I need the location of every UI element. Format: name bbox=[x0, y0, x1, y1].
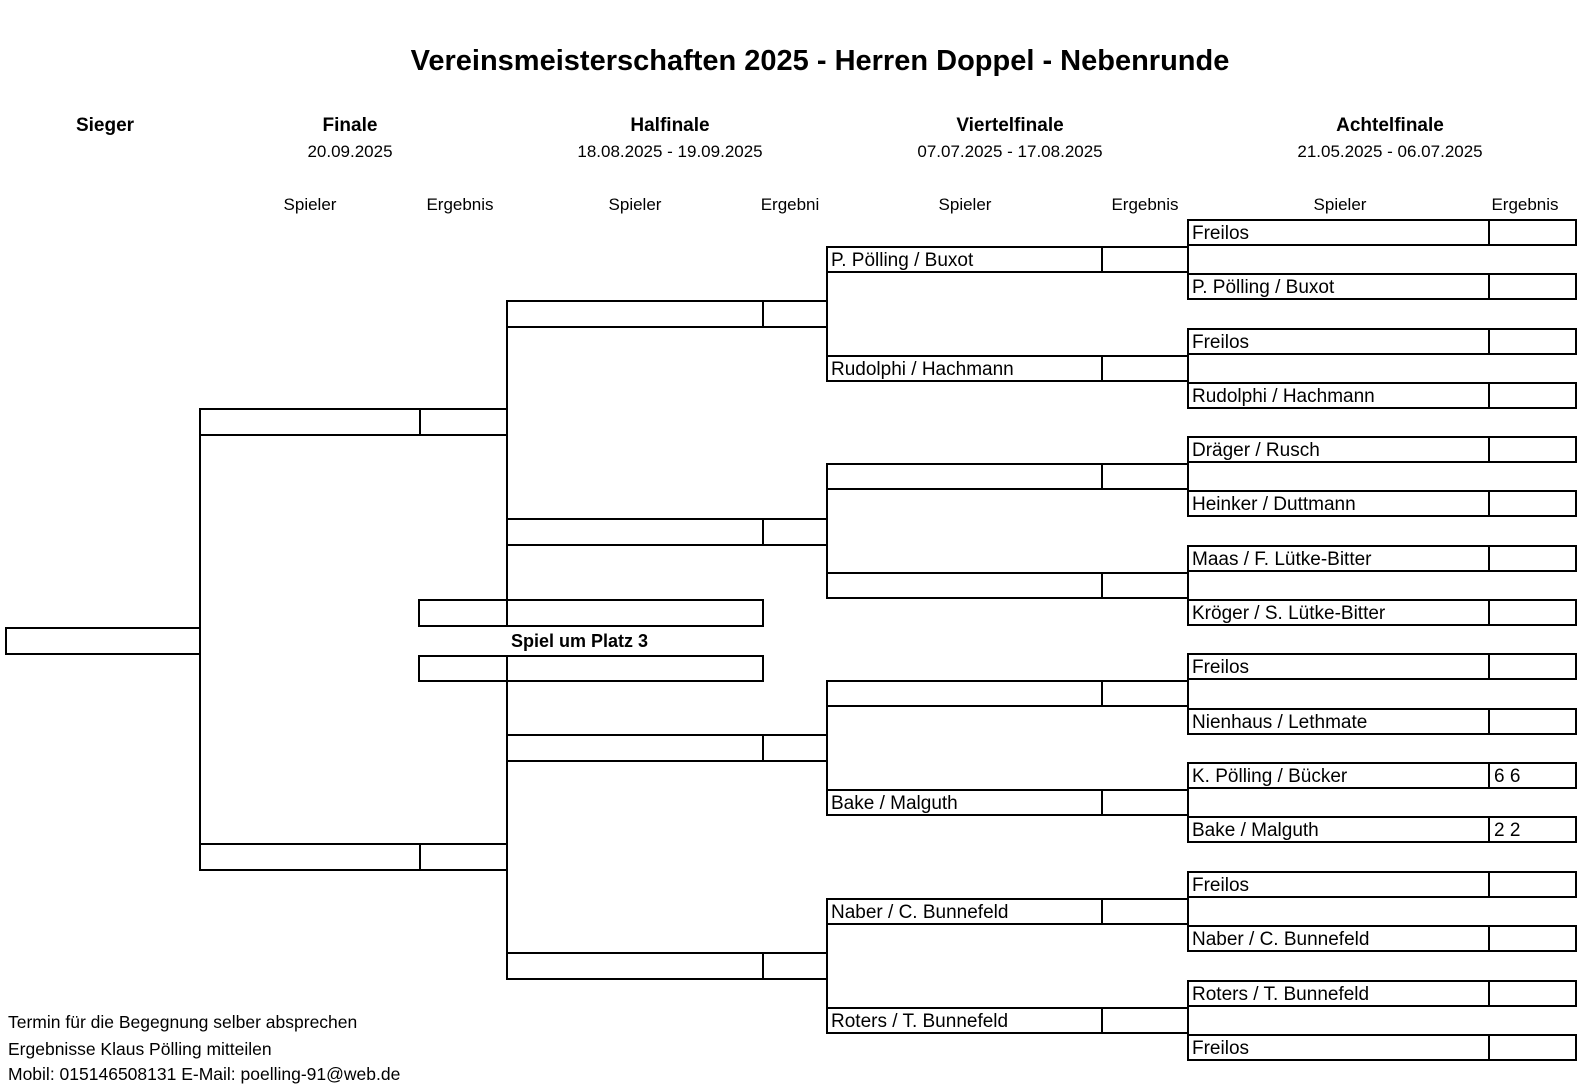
achtelfinale-result-box[interactable] bbox=[1488, 925, 1577, 952]
achtelfinale-result-box[interactable] bbox=[1488, 816, 1577, 843]
player-name: Heinker / Duttmann bbox=[1192, 494, 1356, 515]
player-name: Bake / Malguth bbox=[831, 793, 958, 814]
achtelfinale-result-box[interactable] bbox=[1488, 653, 1577, 680]
viertelfinale-player-box[interactable] bbox=[826, 572, 1103, 599]
viertelfinale-result-box[interactable] bbox=[1101, 898, 1189, 925]
finale-date: 20.09.2025 bbox=[307, 142, 393, 161]
halbfinale-player-box[interactable] bbox=[506, 952, 764, 980]
player-name: P. Pölling / Buxot bbox=[831, 250, 974, 271]
halbfinale-player-box[interactable] bbox=[506, 734, 764, 762]
viertelfinale-date: 07.07.2025 - 17.08.2025 bbox=[917, 142, 1103, 161]
viertelfinale-result-box[interactable] bbox=[1101, 789, 1189, 816]
achtelfinale-result-box[interactable] bbox=[1488, 871, 1577, 898]
achtelfinale-player-box[interactable] bbox=[1187, 1034, 1490, 1061]
viertelfinale-player-box[interactable] bbox=[826, 680, 1103, 707]
finale-result-box[interactable] bbox=[419, 408, 508, 436]
player-name: K. Pölling / Bücker bbox=[1192, 766, 1348, 787]
finale-spieler-header: Spieler bbox=[283, 195, 337, 214]
player-name: Freilos bbox=[1192, 223, 1250, 244]
player-name: Maas / F. Lütke-Bitter bbox=[1192, 549, 1372, 570]
player-name: Naber / C. Bunnefeld bbox=[1192, 929, 1370, 950]
page-title: Vereinsmeisterschaften 2025 - Herren Doppel - Nebenrunde bbox=[410, 45, 1230, 77]
achtelfinale-player-box[interactable] bbox=[1187, 816, 1490, 843]
achtelfinale-result-box[interactable] bbox=[1488, 273, 1577, 300]
achtelfinale-player-box[interactable] bbox=[1187, 762, 1490, 789]
halbfinale-date: 18.08.2025 - 19.09.2025 bbox=[577, 142, 763, 161]
viertelfinale-player-box[interactable] bbox=[826, 1007, 1103, 1034]
achtelfinale-result-box[interactable] bbox=[1488, 762, 1577, 789]
achtelfinale-player-box[interactable] bbox=[1187, 871, 1490, 898]
bracket-connector bbox=[506, 545, 508, 599]
player-name: Rudolphi / Hachmann bbox=[1192, 386, 1375, 407]
viertelfinale-result-box[interactable] bbox=[1101, 680, 1189, 707]
viertelfinale-player-box[interactable] bbox=[826, 246, 1103, 273]
sieger-box[interactable] bbox=[5, 627, 201, 655]
viertelfinale-player-box[interactable] bbox=[826, 898, 1103, 925]
player-name: Bake / Malguth bbox=[1192, 820, 1319, 841]
viertelfinale-player-box[interactable] bbox=[826, 463, 1103, 490]
viertelfinale-spieler-header: Spieler bbox=[938, 195, 992, 214]
viertelfinale-result-box[interactable] bbox=[1101, 463, 1189, 490]
bracket-connector bbox=[506, 680, 508, 736]
column-header-viertelfinale: Viertelfinale bbox=[956, 115, 1064, 136]
achtelfinale-player-box[interactable] bbox=[1187, 599, 1490, 626]
achtelfinale-player-box[interactable] bbox=[1187, 545, 1490, 572]
note-line: Mobil: 015146508131 E-Mail: poelling-91@web.de bbox=[8, 1064, 401, 1084]
halbfinale-result-box[interactable] bbox=[762, 518, 828, 546]
achtelfinale-result-box[interactable] bbox=[1488, 980, 1577, 1007]
achtelfinale-result-box[interactable] bbox=[1488, 382, 1577, 409]
viertelfinale-player-box[interactable] bbox=[826, 355, 1103, 382]
player-name: Naber / C. Bunnefeld bbox=[831, 902, 1009, 923]
finale-result-box[interactable] bbox=[419, 843, 508, 871]
achtelfinale-result-box[interactable] bbox=[1488, 1034, 1577, 1061]
achtelfinale-spieler-header: Spieler bbox=[1313, 195, 1367, 214]
achtelfinale-result-box[interactable] bbox=[1488, 219, 1577, 246]
halbfinale-ergebnis-header: Ergebni bbox=[760, 195, 820, 214]
platz3-player-box[interactable] bbox=[418, 599, 764, 627]
player-name: Rudolphi / Hachmann bbox=[831, 359, 1014, 380]
achtelfinale-result-box[interactable] bbox=[1488, 436, 1577, 463]
player-name: Nienhaus / Lethmate bbox=[1192, 712, 1368, 733]
halbfinale-player-box[interactable] bbox=[506, 300, 764, 328]
note-line: Termin für die Begegnung selber absprechen bbox=[8, 1012, 358, 1032]
column-header-achtelfinale: Achtelfinale bbox=[1336, 115, 1444, 136]
halbfinale-result-box[interactable] bbox=[762, 952, 828, 980]
platz3-divider bbox=[506, 599, 508, 627]
achtelfinale-player-box[interactable] bbox=[1187, 382, 1490, 409]
finale-player-box[interactable] bbox=[199, 843, 421, 871]
achtelfinale-result-box[interactable] bbox=[1488, 708, 1577, 735]
halbfinale-result-box[interactable] bbox=[762, 734, 828, 762]
finale-player-box[interactable] bbox=[199, 408, 421, 436]
halbfinale-spieler-header: Spieler bbox=[608, 195, 662, 214]
achtelfinale-result-box[interactable] bbox=[1488, 490, 1577, 517]
viertelfinale-result-box[interactable] bbox=[1101, 355, 1189, 382]
platz3-label: Spiel um Platz 3 bbox=[511, 631, 649, 651]
achtelfinale-result-box[interactable] bbox=[1488, 545, 1577, 572]
player-name: Roters / T. Bunnefeld bbox=[1192, 984, 1370, 1005]
achtelfinale-ergebnis-header: Ergebnis bbox=[1491, 195, 1559, 214]
player-name: Freilos bbox=[1192, 875, 1250, 896]
achtelfinale-result-box[interactable] bbox=[1488, 599, 1577, 626]
viertelfinale-ergebnis-header: Ergebnis bbox=[1111, 195, 1179, 214]
achtelfinale-player-box[interactable] bbox=[1187, 273, 1490, 300]
achtelfinale-player-box[interactable] bbox=[1187, 436, 1490, 463]
player-name: Roters / T. Bunnefeld bbox=[831, 1011, 1009, 1032]
viertelfinale-result-box[interactable] bbox=[1101, 572, 1189, 599]
viertelfinale-result-box[interactable] bbox=[1101, 1007, 1189, 1034]
column-header-sieger: Sieger bbox=[75, 115, 135, 136]
player-name: Dräger / Rusch bbox=[1192, 440, 1320, 461]
player-name: P. Pölling / Buxot bbox=[1192, 277, 1335, 298]
achtelfinale-date: 21.05.2025 - 06.07.2025 bbox=[1297, 142, 1483, 161]
finale-ergebnis-header: Ergebnis bbox=[426, 195, 494, 214]
result-score: 6 6 bbox=[1494, 766, 1521, 787]
achtelfinale-player-box[interactable] bbox=[1187, 925, 1490, 952]
player-name: Freilos bbox=[1192, 657, 1250, 678]
achtelfinale-player-box[interactable] bbox=[1187, 708, 1490, 735]
column-header-halbfinale: Halfinale bbox=[630, 115, 710, 136]
player-name: Kröger / S. Lütke-Bitter bbox=[1192, 603, 1386, 624]
halbfinale-player-box[interactable] bbox=[506, 518, 764, 546]
viertelfinale-player-box[interactable] bbox=[826, 789, 1103, 816]
achtelfinale-player-box[interactable] bbox=[1187, 490, 1490, 517]
achtelfinale-result-box[interactable] bbox=[1488, 328, 1577, 355]
halbfinale-result-box[interactable] bbox=[762, 300, 828, 328]
achtelfinale-player-box[interactable] bbox=[1187, 653, 1490, 680]
viertelfinale-result-box[interactable] bbox=[1101, 246, 1189, 273]
achtelfinale-player-box[interactable] bbox=[1187, 980, 1490, 1007]
column-header-finale: Finale bbox=[322, 115, 378, 136]
result-score: 2 2 bbox=[1494, 820, 1521, 841]
achtelfinale-player-box[interactable] bbox=[1187, 219, 1490, 246]
platz3-divider bbox=[506, 655, 508, 682]
player-name: Freilos bbox=[1192, 1038, 1250, 1059]
note-line: Ergebnisse Klaus Pölling mitteilen bbox=[8, 1039, 272, 1059]
achtelfinale-player-box[interactable] bbox=[1187, 328, 1490, 355]
platz3-player-box[interactable] bbox=[418, 655, 764, 682]
player-name: Freilos bbox=[1192, 332, 1250, 353]
